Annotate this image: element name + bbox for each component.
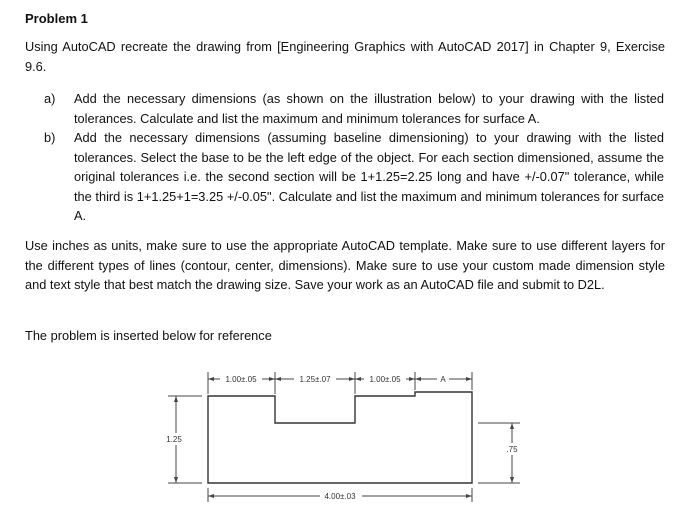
dimension-label: 4.00±.03: [324, 492, 356, 501]
dimension-label: 1.25: [166, 435, 182, 444]
part-outline: [208, 392, 472, 483]
list-item: [44, 128, 664, 226]
arrowhead: [275, 377, 281, 381]
arrowhead: [510, 423, 514, 429]
arrowhead: [466, 494, 472, 498]
dimension-label: .75: [506, 445, 518, 454]
arrowhead: [174, 477, 178, 483]
list-marker: b): [44, 130, 56, 145]
dimension-label: 1.00±.05: [369, 375, 401, 384]
dimension-label: 1.25±.07: [299, 375, 331, 384]
list-item-text: Add the necessary dimensions (as shown on the illustration below) to your drawing with the listed tolerances. Calculate and list the maximum and minimum tolerances for surface A.: [74, 91, 664, 126]
arrowhead: [466, 377, 472, 381]
arrowhead: [349, 377, 355, 381]
arrowhead: [269, 377, 275, 381]
arrowhead: [510, 477, 514, 483]
intro-paragraph: Using AutoCAD recreate the drawing from [Engineering Graphics with AutoCAD 2017] in Chapter 9, Exercise 9.6.: [25, 39, 665, 74]
list-item: [44, 89, 664, 128]
reference-line: The problem is inserted below for reference: [25, 328, 272, 343]
list-marker: a): [44, 91, 56, 106]
problem-title: Problem 1: [25, 11, 88, 26]
arrowhead: [174, 396, 178, 402]
dimension-label-a: A: [440, 375, 446, 384]
arrowhead: [409, 377, 415, 381]
arrowhead: [355, 377, 361, 381]
engineering-drawing: [150, 360, 530, 505]
arrowhead: [208, 494, 214, 498]
arrowhead: [208, 377, 214, 381]
arrowhead: [415, 377, 421, 381]
task-list: [44, 89, 664, 226]
units-paragraph: Use inches as units, make sure to use the appropriate AutoCAD template. Make sure to use different layers for the different types of lines (contour, center, dimensions). Make sure to use your custom made dimension style and text style that best match the drawing size. Save your work as an AutoCAD file and submit to D2L.: [25, 238, 665, 292]
list-item-text: Add the necessary dimensions (assuming baseline dimensioning) to your drawing with the listed tolerances. Select the base to be the left edge of the object. For each section dimensioned, assume the original tolerances i.e. the second section will be 1+1.25=2.25 long and have +/-0.07" tolerance, while the third is 1+1.25+1=3.25 +/-0.05". Calculate and list the maximum and minimum tolerances for surface A.: [74, 130, 664, 223]
dimension-label: 1.00±.05: [225, 375, 257, 384]
